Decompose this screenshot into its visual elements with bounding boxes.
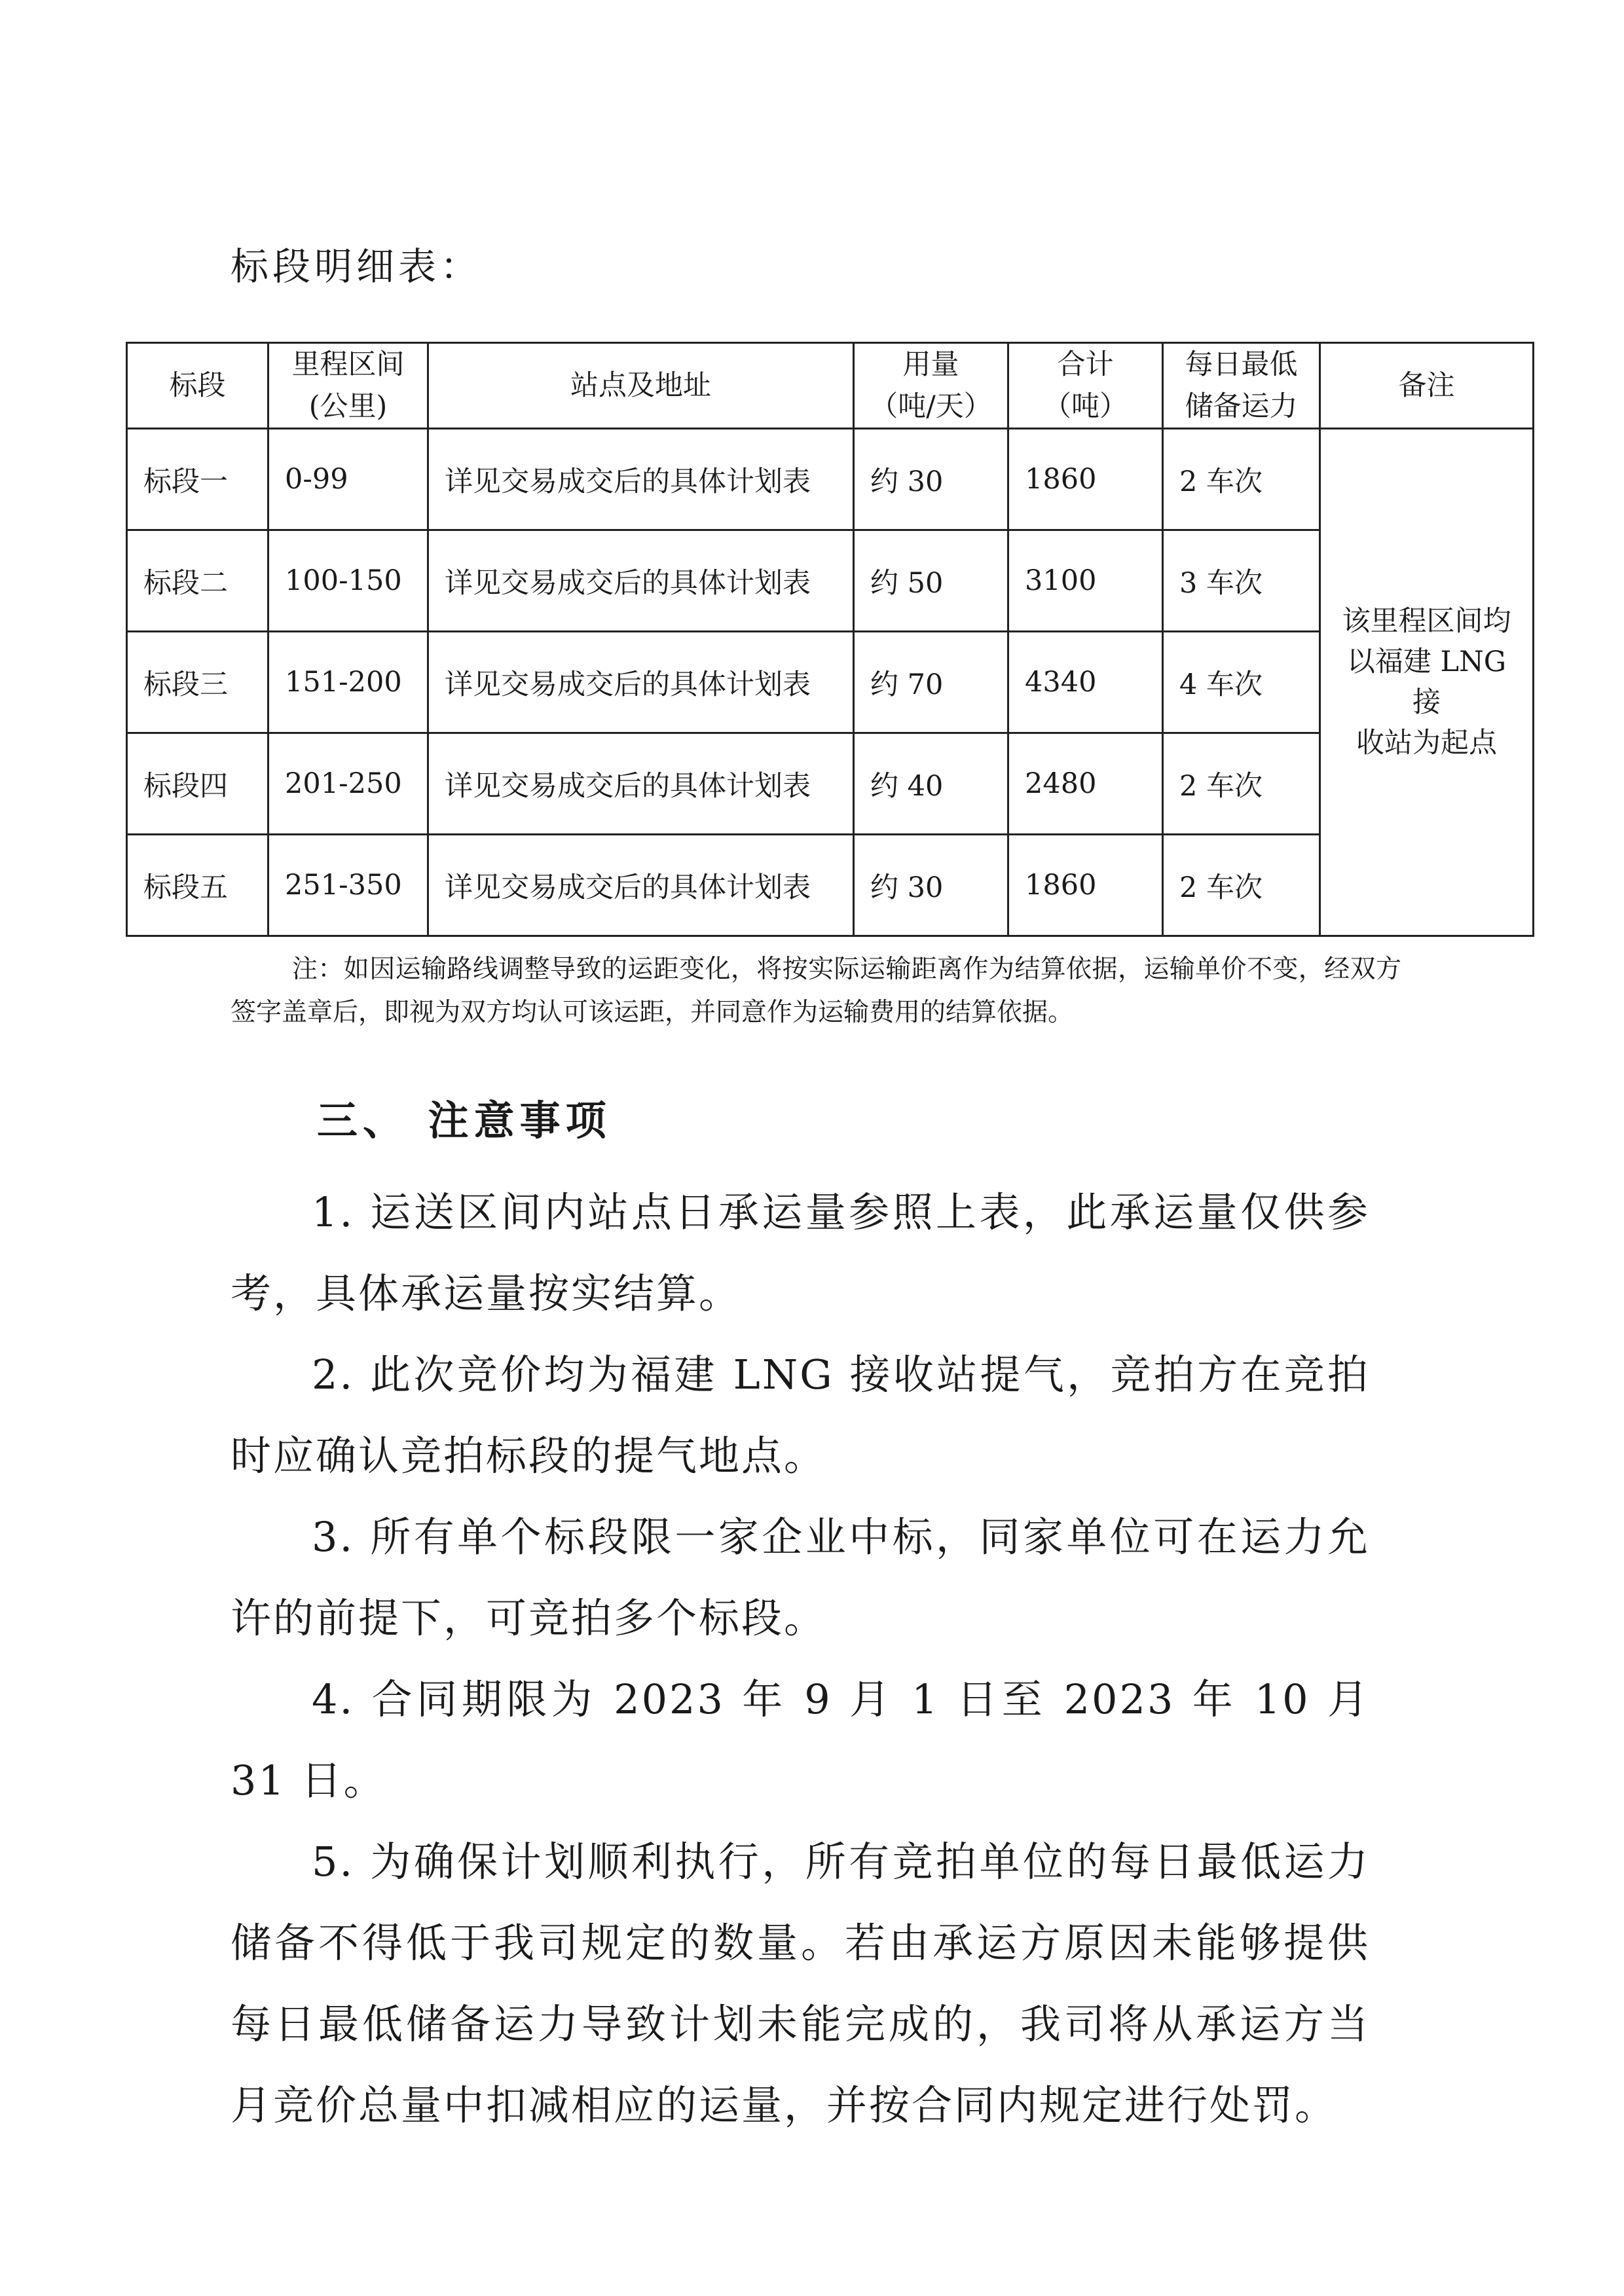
header-mileage-range: 里程区间 (公里) bbox=[268, 343, 428, 429]
section-title: 三、 注意事项 bbox=[317, 1097, 612, 1144]
cell-segment: 标段一 bbox=[127, 429, 268, 530]
table-footnote: 注：如因运输路线调整导致的运距变化，将按实际运输距离作为结算依据，运输单价不变，经双方签字盖章后，即视为双方均认可该运距，并同意作为运输费用的结算依据。 bbox=[231, 955, 1401, 1027]
notice-list bbox=[231, 1172, 1370, 2146]
cell-usage: 约 30 bbox=[854, 429, 1008, 530]
header-site-address: 站点及地址 bbox=[428, 343, 854, 429]
cell-total: 3100 bbox=[1008, 530, 1163, 632]
cell-remark: 该里程区间均 以福建 LNG 接 收站为起点 bbox=[1320, 429, 1534, 936]
cell-range: 0-99 bbox=[268, 429, 428, 530]
cell-usage: 约 70 bbox=[854, 632, 1008, 733]
cell-segment: 标段二 bbox=[127, 530, 268, 632]
cell-site: 详见交易成交后的具体计划表 bbox=[428, 835, 854, 936]
cell-capacity: 2 车次 bbox=[1163, 429, 1320, 530]
cell-total: 1860 bbox=[1008, 429, 1163, 530]
cell-usage: 约 50 bbox=[854, 530, 1008, 632]
header-usage: 用量 （吨/天） bbox=[854, 343, 1008, 429]
header-min-capacity: 每日最低 储备运力 bbox=[1163, 343, 1320, 429]
notice-item: 1. 运送区间内站点日承运量参照上表，此承运量仅供参考，具体承运量按实结算。 bbox=[231, 1188, 1370, 1317]
cell-site: 详见交易成交后的具体计划表 bbox=[428, 733, 854, 835]
cell-capacity: 3 车次 bbox=[1163, 530, 1320, 632]
notice-item: 4. 合同期限为 2023 年 9 月 1 日至 2023 年 10 月 31 日。 bbox=[231, 1675, 1370, 1804]
cell-segment: 标段四 bbox=[127, 733, 268, 835]
cell-total: 4340 bbox=[1008, 632, 1163, 733]
header-total: 合计 （吨） bbox=[1008, 343, 1163, 429]
cell-total: 2480 bbox=[1008, 733, 1163, 835]
cell-total: 1860 bbox=[1008, 835, 1163, 936]
cell-usage: 约 40 bbox=[854, 733, 1008, 835]
cell-segment: 标段三 bbox=[127, 632, 268, 733]
header-segment: 标段 bbox=[127, 343, 268, 429]
notice-item: 3. 所有单个标段限一家企业中标，同家单位可在运力允许的前提下，可竞拍多个标段。 bbox=[231, 1513, 1370, 1642]
table-header-row bbox=[127, 343, 1534, 429]
cell-range: 201-250 bbox=[268, 733, 428, 835]
cell-range: 100-150 bbox=[268, 530, 428, 632]
cell-site: 详见交易成交后的具体计划表 bbox=[428, 530, 854, 632]
cell-segment: 标段五 bbox=[127, 835, 268, 936]
notice-item: 2. 此次竞价均为福建 LNG 接收站提气，竞拍方在竞拍时应确认竞拍标段的提气地点。 bbox=[231, 1351, 1370, 1480]
cell-capacity: 2 车次 bbox=[1163, 835, 1320, 936]
cell-site: 详见交易成交后的具体计划表 bbox=[428, 429, 854, 530]
cell-usage: 约 30 bbox=[854, 835, 1008, 936]
segment-detail-table bbox=[126, 342, 1534, 937]
cell-range: 151-200 bbox=[268, 632, 428, 733]
cell-capacity: 2 车次 bbox=[1163, 733, 1320, 835]
table-heading: 标段明细表： bbox=[231, 244, 483, 289]
cell-range: 251-350 bbox=[268, 835, 428, 936]
table-row bbox=[127, 429, 1534, 530]
header-remark: 备注 bbox=[1320, 343, 1534, 429]
notice-item: 5. 为确保计划顺利执行，所有竞拍单位的每日最低运力储备不得低于我司规定的数量。若由承运方原因未能够提供每日最低储备运力导致计划未能完成的，我司将从承运方当月竞价总量中扣减相应的运量，并按合同内规定进行处罚。 bbox=[231, 1838, 1370, 2129]
cell-capacity: 4 车次 bbox=[1163, 632, 1320, 733]
cell-site: 详见交易成交后的具体计划表 bbox=[428, 632, 854, 733]
